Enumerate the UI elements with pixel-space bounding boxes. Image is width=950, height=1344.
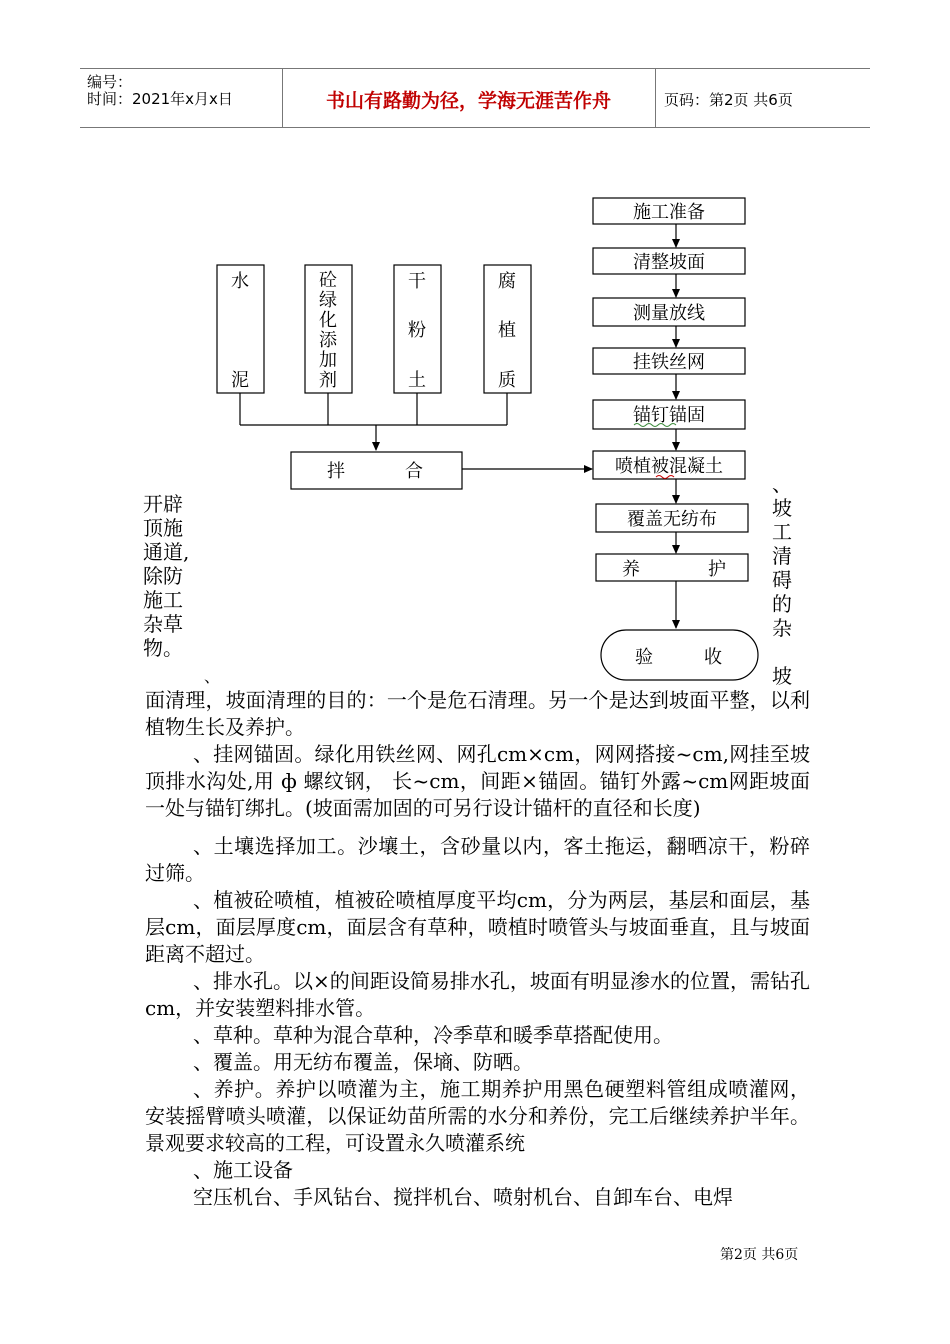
paragraph: 、排水孔。以×的间距设简易排水孔，坡面有明显渗水的位置，需钻孔cm，并安装塑料排水管。 [145,969,810,1020]
material-label: 绿 [319,290,337,311]
step-label: 喷植被混凝土 [615,456,723,477]
side-text-line: 顶施 [143,516,183,540]
step-label: 施工准备 [633,202,705,223]
page-footer: 第2页 共6页 [720,1247,799,1263]
material-label: 水 [231,271,249,292]
paragraph: 面清理，坡面清理的目的：一个是危石清理。另一个是达到坡面平整，以利植物生长及养护。 [145,688,810,739]
material-label: 泥 [231,370,249,391]
material-label: 干 [408,271,426,292]
paragraph: 、养护。养护以喷灌为主，施工期养护用黑色硬塑料管组成喷灌网，安装摇臂喷头喷灌，以保证幼苗所需的水分和养份，完工后继续养护半年。景观要求较高的工程，可设置永久喷灌系统 [145,1077,810,1155]
side-text-line: 杂草 [143,612,183,636]
side-text-mark: 、 [204,667,221,686]
side-text-char: 碍 [772,568,792,592]
paragraph: 、草种。草种为混合草种，冷季草和暖季草搭配使用。 [193,1023,673,1047]
doc-date: 时间：2021年x月x日 [87,90,233,108]
paragraph: 、覆盖。用无纺布覆盖，保墒、防晒。 [193,1050,533,1074]
step-label: 测量放线 [633,303,705,324]
step-label: 锚钉锚固 [633,405,705,426]
side-text-char: 坡 [772,496,792,520]
header-motto: 书山有路勤为径，学海无涯苦作舟 [325,90,611,112]
paragraph: 空压机台、手风钻台、搅拌机台、喷射机台、自卸车台、电焊 [193,1185,733,1209]
side-text-char: 杂 [772,616,792,640]
step-label: 护 [708,559,726,580]
header-page-info: 页码：第2页 共6页 [664,91,793,109]
step-label: 清整坡面 [633,252,705,273]
material-label: 剂 [319,370,337,391]
material-label: 化 [319,310,337,331]
material-label: 添 [319,330,337,351]
material-label: 粉 [408,320,426,341]
material-label: 土 [408,370,426,391]
side-text-line: 开辟 [143,492,183,516]
side-text-right [772,472,802,688]
side-text-char: 清 [772,544,792,568]
body-text [145,687,810,1211]
side-text-char: 工 [772,520,792,544]
paragraph: 、挂网锚固。绿化用铁丝网、网孔cm×cm，网网搭接~cm,网挂至坡顶排水沟处,用 ф 螺纹钢， 长~cm，间距×锚固。锚钉外露~cm网距坡面一处与锚钉绑扎。(坡面需加固的可另行设计锚杆的直径和长度) [145,742,810,820]
paragraph: 、植被砼喷植，植被砼喷植厚度平均cm，分为两层，基层和面层，基层cm，面层厚度cm，面层含有草种，喷植时喷管头与坡面垂直，且与坡面距离不超过。 [145,888,810,966]
side-text-char: 坡 [772,664,792,688]
final-acceptance-terminal [601,630,758,680]
step-label: 挂铁丝网 [633,352,705,373]
side-text-line: 除防 [143,564,183,588]
step-label: 养 [622,559,640,580]
side-text-char: 的 [772,592,792,616]
mix-box [291,452,462,489]
side-text-line: 施工 [143,588,183,612]
final-label: 验 [635,647,653,668]
side-text-line: 通道, [143,540,190,564]
material-label: 砼 [319,270,337,291]
material-label: 加 [319,350,337,371]
side-text-left [143,492,203,660]
step-label: 覆盖无纺布 [627,509,717,530]
material-label: 质 [498,370,516,391]
mix-label: 合 [405,461,423,482]
material-label: 腐 [498,271,516,292]
side-text-char [772,640,802,664]
side-text-line: 物。 [143,636,183,660]
side-text-char: 、 [772,472,792,496]
final-label: 收 [704,647,722,668]
paragraph: 、施工设备 [193,1158,293,1182]
mix-label: 拌 [327,461,345,482]
material-label: 植 [498,320,516,341]
doc-number: 编号： [87,73,133,91]
paragraph: 、土壤选择加工。沙壤土，含砂量以内，客土拖运，翻晒凉干，粉碎过筛。 [145,834,810,885]
